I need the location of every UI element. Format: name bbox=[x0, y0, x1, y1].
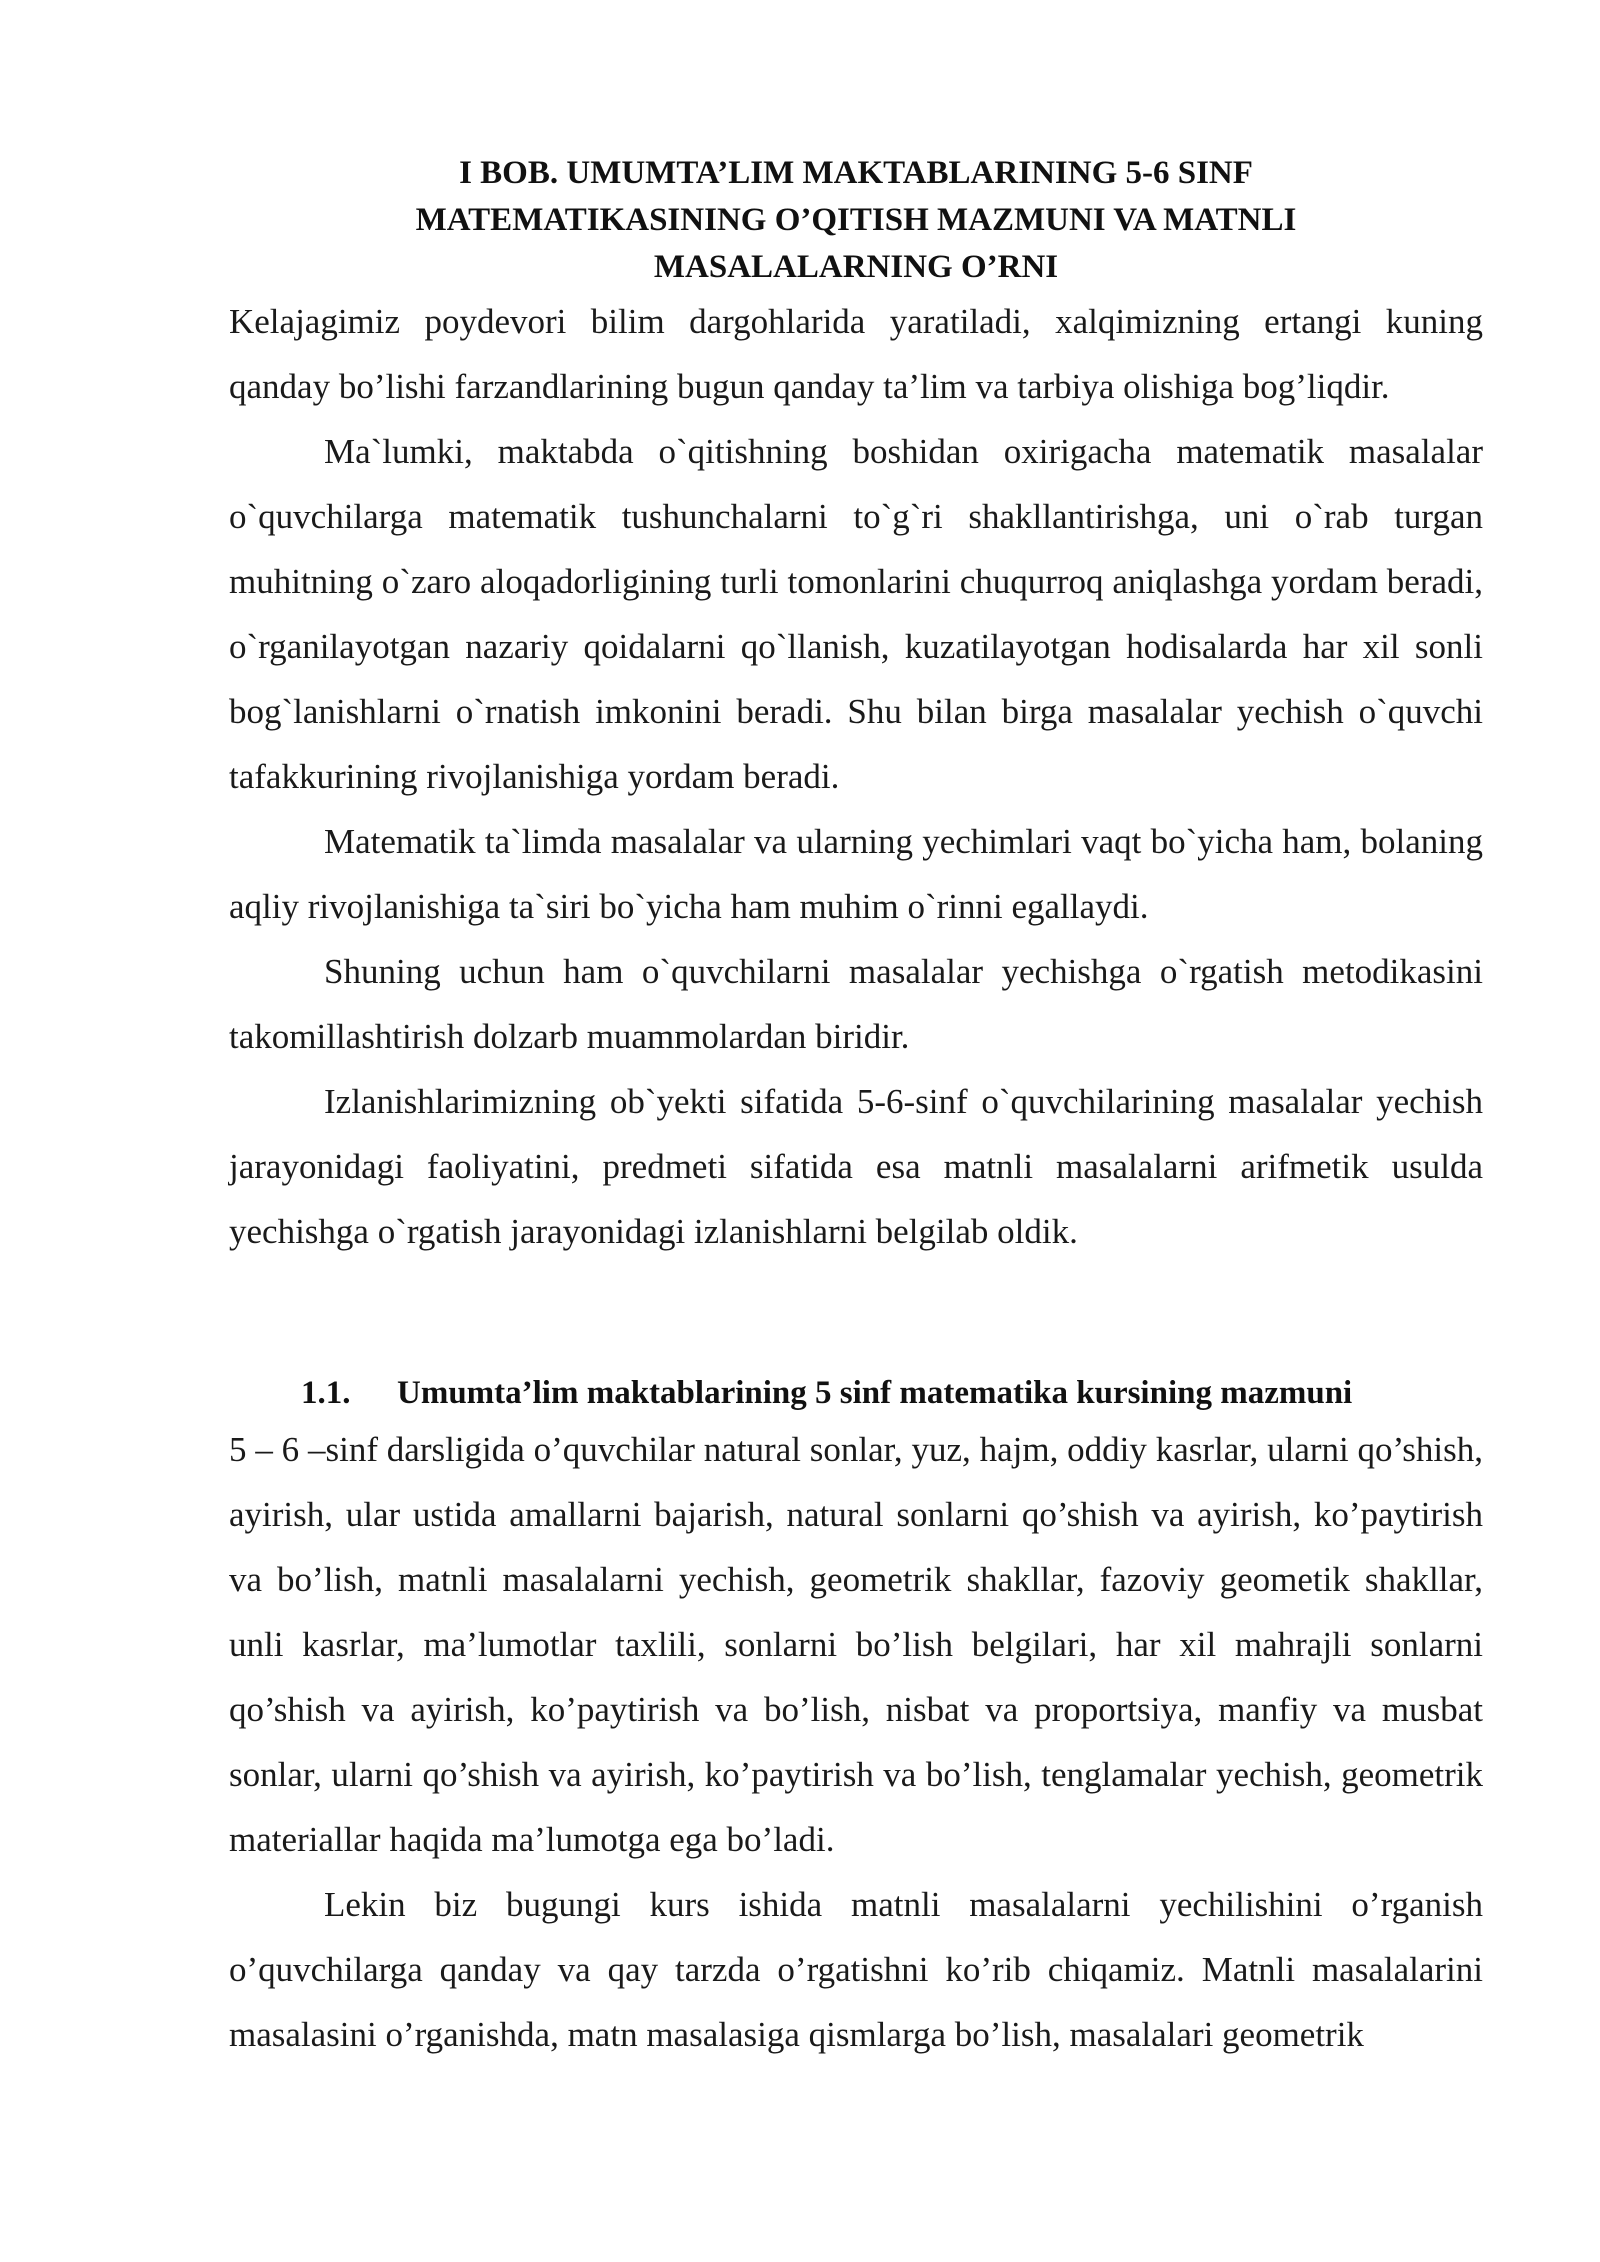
chapter-title-line-3: MASALALARNING O’RNI bbox=[653, 249, 1059, 285]
chapter-title bbox=[229, 150, 1483, 291]
section-paragraph-1: 5 – 6 –sinf darsligida o’quvchilar natural sonlar, yuz, hajm, oddiy kasrlar, ularni qo’shish, ayirish, ular ustida amallarni bajarish, natural sonlarni qo’shish va ayirish, ko’paytirish va bo’lish, matnli masalalarni yechish, geometrik shakllar, fazoviy geometik shakllar, unli kasrlar, ma’lumotlar taxlili, sonlarni bo’lish belgilari, har xil mahrajli sonlarni qo’shish va ayirish, ko’paytirish va bo’lish, nisbat va proportsiya, manfiy va musbat sonlar, ularni qo’shish va ayirish, ko’paytirish va bo’lish, tenglamalar yechish, geometrik materiallar haqida ma’lumotga ega bo’ladi. bbox=[229, 1430, 1483, 1859]
section-paragraph-2: Lekin biz bugungi kurs ishida matnli masalalarni yechilishini o’rganish o’quvchilarga qanday va qay tarzda o’rgatishni ko’rib chiqamiz. Matnli masalalarini masalasini o’rganishda, matn masalasiga qismlarga bo’lish, masalalari geometrik bbox=[229, 1885, 1483, 2054]
paragraph-3: Matematik ta`limda masalalar va ularning yechimlari vaqt bo`yicha ham, bolaning aqliy rivojlanishiga ta`siri bo`yicha ham muhim o`rinni egallaydi. bbox=[229, 822, 1483, 926]
paragraph-4: Shuning uchun ham o`quvchilarni masalalar yechishga o`rgatish metodikasini takomillashtirish dolzarb muammolardan biridir. bbox=[229, 952, 1483, 1056]
section-heading bbox=[229, 1370, 1483, 1417]
chapter-title-line-2: MATEMATIKASINING O’QITISH MAZMUNI VA MATNLI bbox=[415, 202, 1297, 238]
paragraph-2: Ma`lumki, maktabda o`qitishning boshidan oxirigacha matematik masalalar o`quvchilarga matematik tushunchalarni to`g`ri shakllantirishga, uni o`rab turgan muhitning o`zaro aloqadorligining turli tomonlarini chuqurroq aniqlashga yordam beradi, o`rganilayotgan nazariy qoidalarni qo`llanish, kuzatilayotgan hodisalarda har xil sonli bog`lanishlarni o`rnatish imkonini beradi. Shu bilan birga masalalar yechish o`quvchi tafakkurining rivojlanishiga yordam beradi. bbox=[229, 432, 1483, 796]
section-number: 1.1. bbox=[301, 1375, 351, 1411]
paragraph-intro: Kelajagimiz poydevori bilim dargohlarida yaratiladi, xalqimizning ertangi kuning qanday bo’lishi farzandlarining bugun qanday ta’lim va tarbiya olishiga bog’liqdir. bbox=[229, 302, 1483, 406]
page-content bbox=[229, 150, 1483, 2067]
paragraph-5: Izlanishlarimizning ob`yekti sifatida 5-6-sinf o`quvchilarining masalalar yechish jarayonidagi faoliyatini, predmeti sifatida esa matnli masalalarni arifmetik usulda yechishga o`rgatish jarayonidagi izlanishlarni belgilab oldik. bbox=[229, 1082, 1483, 1251]
section-heading-text: Umumta’lim maktablarining 5 sinf matematika kursining mazmuni bbox=[397, 1375, 1353, 1411]
chapter-title-line-1: I BOB. UMUMTA’LIM MAKTABLARINING 5-6 SINF bbox=[459, 155, 1253, 191]
